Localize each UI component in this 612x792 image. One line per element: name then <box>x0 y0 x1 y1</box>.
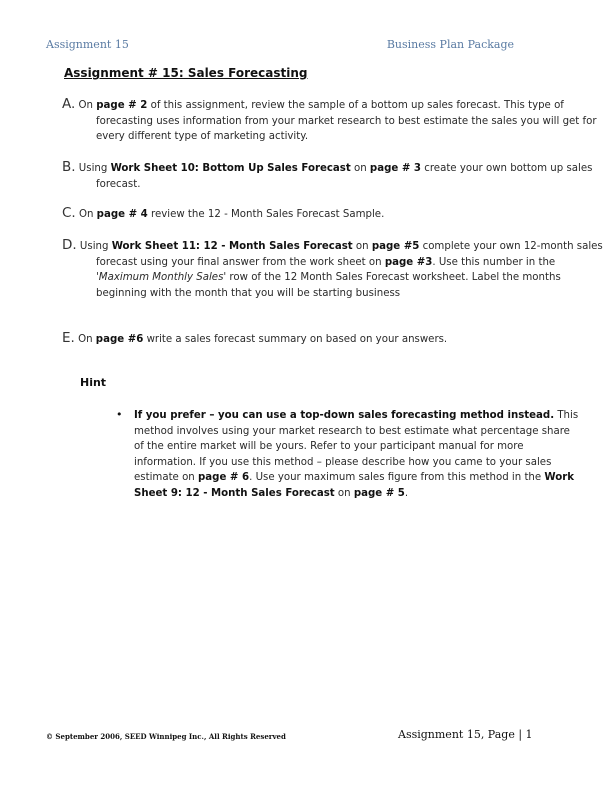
item-letter: B. <box>62 159 76 175</box>
instruction-item-a: A. On page # 2 of this assignment, review the sample of a bottom up sales forecast. This type of forecasting uses information from your market research to best estimate the sales you will get for every different type of marketing activity. <box>62 96 597 142</box>
item-letter: E. <box>62 330 75 346</box>
footer-page-number: Assignment 15, Page | 1 <box>398 728 533 741</box>
header-left: Assignment 15 <box>46 38 129 51</box>
instruction-item-e: E. On page #6 write a sales forecast summary on based on your answers. <box>62 330 448 346</box>
item-letter: C. <box>62 205 76 221</box>
footer-copyright: © September 2006, SEED Winnipeg Inc., All Rights Reserved <box>46 732 286 741</box>
hint-heading: Hint <box>80 376 107 389</box>
item-letter: D. <box>62 237 77 253</box>
page-title: Assignment # 15: Sales Forecasting <box>64 66 308 80</box>
instruction-item-d: D. Using Work Sheet 11: 12 - Month Sales Forecast on page #5 complete your own 12-month sales forecast using your final answer from the work sheet on page #3. Use this number in the 'Maximum Monthly Sales' row of the 12 Month Sales Forecast worksheet. Label the months beginning with the month that you will be starting business <box>62 237 603 299</box>
hint-paragraph: If you prefer – you can use a top-down sales forecasting method instead. This method involves using your market research to best estimate what percentage share of the entire market will be yours. Refer to your participant manual for more information. If you use this method – please describe how you came to your sales estimate on page # 6. Use your maximum sales figure from this method in the Work Sheet 9: 12 - Month Sales Forecast on page # 5. <box>134 410 579 499</box>
bullet-icon: • <box>116 408 123 421</box>
header-right: Business Plan Package <box>386 38 514 51</box>
instruction-item-c: C. On page # 4 review the 12 - Month Sales Forecast Sample. <box>62 205 385 221</box>
instruction-item-b: B. Using Work Sheet 10: Bottom Up Sales Forecast on page # 3 create your own bottom up sales forecast. <box>62 159 593 190</box>
item-letter: A. <box>62 96 76 112</box>
